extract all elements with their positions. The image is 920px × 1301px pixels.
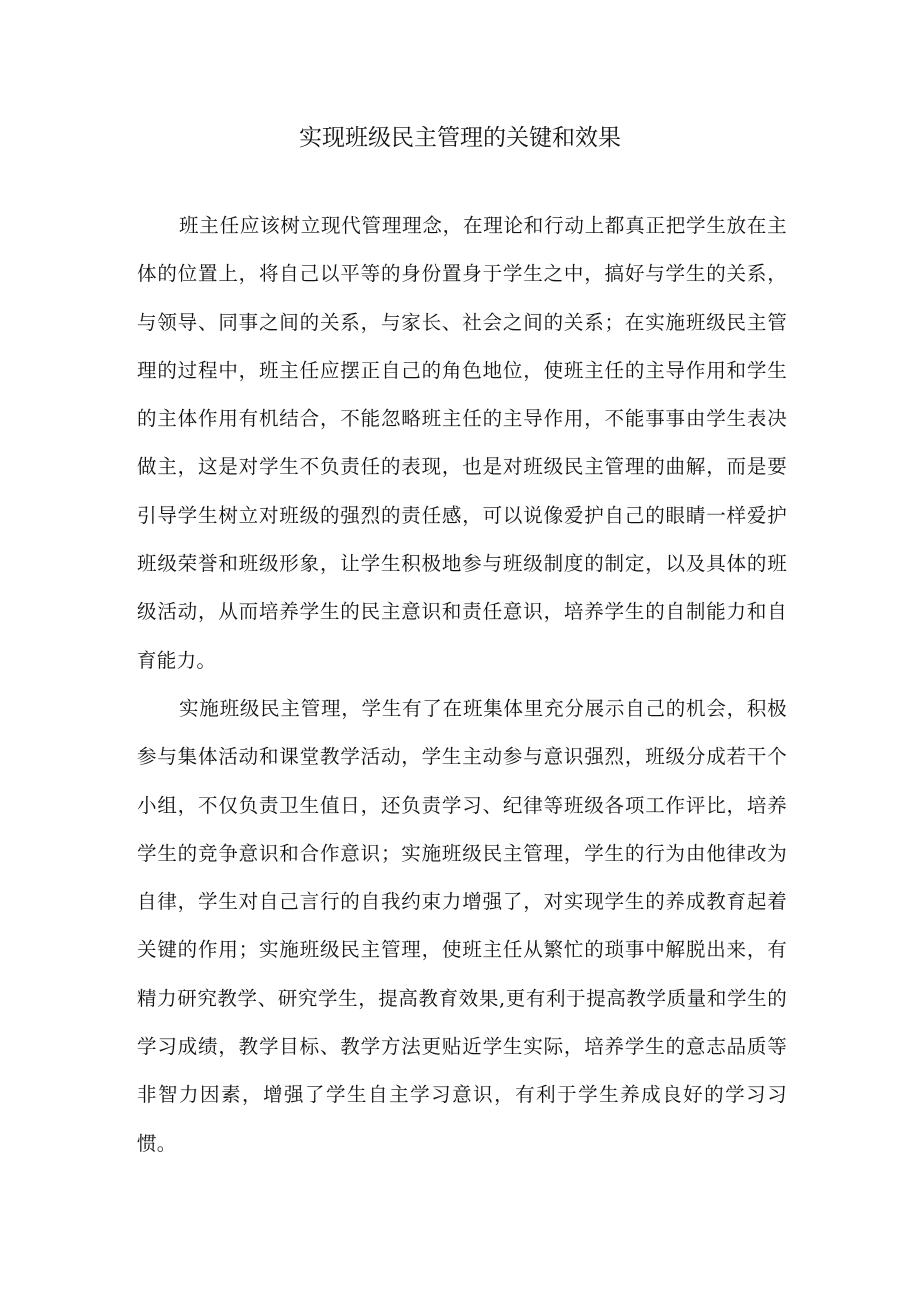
paragraph-1: 班主任应该树立现代管理理念，在理论和行动上都真正把学生放在主体的位置上，将自己以平等的身份置身于学生之中，搞好与学生的关系，与领导、同事之间的关系，与家长、社会之间的关系；在实施班级民主管理的过程中，班主任应摆正自己的角色地位，使班主任的主导作用和学生的主体作用有机结合，不能忽略班主任的主导作用，不能事事由学生表决做主，这是对学生不负责任的表现，也是对班级民主管理的曲解，而是要引导学生树立对班级的强烈的责任感，可以说像爱护自己的眼睛一样爱护班级荣誉和班级形象，让学生积极地参与班级制度的制定，以及具体的班级活动，从而培养学生的民主意识和责任意识，培养学生的自制能力和自育能力。 [137,214,787,672]
document-body [137,202,787,1168]
document-title: 实现班级民主管理的关键和效果 [299,125,621,151]
paragraph-2: 实施班级民主管理，学生有了在班集体里充分展示自己的机会，积极参与集体活动和课堂教学活动，学生主动参与意识强烈，班级分成若干个小组，不仅负责卫生值日，还负责学习、纪律等班级各项工作评比，培养学生的竞争意识和合作意识；实施班级民主管理，学生的行为由他律改为自律，学生对自己言行的自我约束力增强了，对实现学生的养成教育起着关键的作用；实施班级民主管理，使班主任从繁忙的琐事中解脱出来，有精力研究教学、研究学生，提高教育效果,更有利于提高教学质量和学生的学习成绩，教学目标、教学方法更贴近学生实际，培养学生的意志品质等非智力因素，增强了学生自主学习意识，有利于学生养成良好的学习习惯。 [137,696,787,1155]
